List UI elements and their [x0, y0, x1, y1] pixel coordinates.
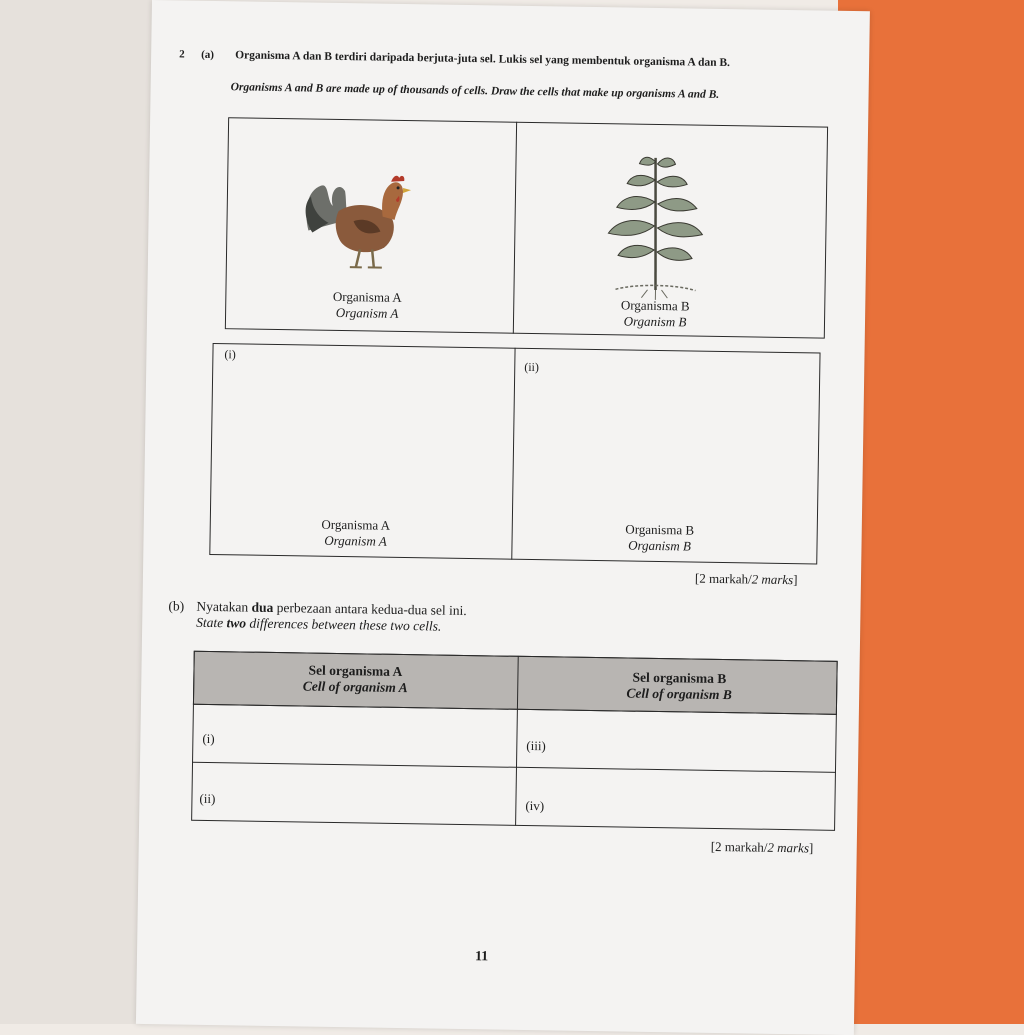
part-b-marks-ms: [2 markah/ [710, 838, 768, 855]
answer-cell-ii[interactable] [229, 767, 510, 821]
page-number: 11 [474, 949, 489, 965]
drawing-area-a[interactable] [214, 365, 508, 520]
caption-b-ms: Organisma B [620, 297, 690, 314]
table-header-b-en: Cell of organism B [626, 685, 732, 703]
drawing-caption-a-en: Organism A [324, 532, 387, 549]
drawing-caption-b-ms: Organisma B [625, 521, 695, 538]
part-b-text-ms-bold: dua [251, 599, 274, 615]
table-header-a [225, 661, 485, 697]
table-cell-label-iv: (iv) [525, 797, 545, 814]
illustration-caption-b [555, 296, 755, 331]
drawing-caption-a [255, 516, 455, 551]
caption-a-ms: Organisma A [332, 288, 402, 305]
part-b-instruction-en [196, 615, 696, 639]
table-header-b-ms: Sel organisma B [632, 669, 727, 687]
drawing-caption-a-ms: Organisma A [321, 516, 391, 533]
part-b-marks-close: ] [808, 840, 814, 856]
plant-icon [595, 149, 717, 301]
drawing-area-b[interactable] [518, 378, 812, 523]
drawing-caption-b-en: Organism B [628, 537, 691, 554]
part-b-label: (b) [168, 598, 185, 614]
part-b-text-en-post: differences between these two cells. [245, 615, 442, 634]
illustration-caption-a [267, 288, 467, 323]
drawing-caption-b [559, 520, 759, 555]
part-a-marks-en: 2 marks [751, 571, 794, 588]
table-header-a-ms: Sel organisma A [308, 662, 403, 680]
part-a-instruction-ms: Organisma A dan B terdiri daripada berjuta-juta sel. Lukis sel yang membentuk organisma A dan B. [235, 49, 731, 70]
rooster-icon [298, 160, 420, 272]
part-b-text-en-pre: State [196, 614, 227, 631]
answer-cell-i[interactable] [230, 709, 511, 763]
part-b-text-ms-post: perbezaan antara kedua-dua sel ini. [273, 599, 467, 619]
answer-cell-iv[interactable] [559, 773, 830, 827]
caption-a-en: Organism A [335, 304, 399, 321]
part-a-marks [695, 571, 798, 589]
part-b-instruction [196, 599, 696, 639]
desk-background [0, 0, 160, 1024]
part-b-marks [711, 839, 814, 857]
part-a-label: (a) [201, 48, 215, 61]
part-b-marks-en: 2 marks [767, 839, 810, 856]
table-header-b [549, 668, 809, 704]
answer-cell-iii[interactable] [560, 715, 831, 769]
part-a-marks-close: ] [793, 572, 798, 588]
drawing-label-ii: (ii) [524, 359, 540, 375]
drawing-label-i: (i) [224, 347, 236, 362]
worksheet-page [136, 0, 870, 1035]
part-a-instruction-en: Organisms A and B are made up of thousands of cells. Draw the cells that make up organisms A and B. [230, 81, 720, 101]
table-cell-label-i: (i) [202, 730, 215, 747]
caption-b-en: Organism B [623, 313, 687, 330]
table-header-a-en: Cell of organism A [302, 678, 408, 696]
part-b-text-ms-pre: Nyatakan [196, 598, 252, 615]
table-cell-label-ii: (ii) [199, 790, 216, 807]
part-a-marks-ms: [2 markah/ [694, 570, 752, 587]
question-number: 2 [179, 48, 185, 61]
table-cell-label-iii: (iii) [526, 737, 546, 754]
part-b-text-en-bold: two [226, 615, 247, 631]
